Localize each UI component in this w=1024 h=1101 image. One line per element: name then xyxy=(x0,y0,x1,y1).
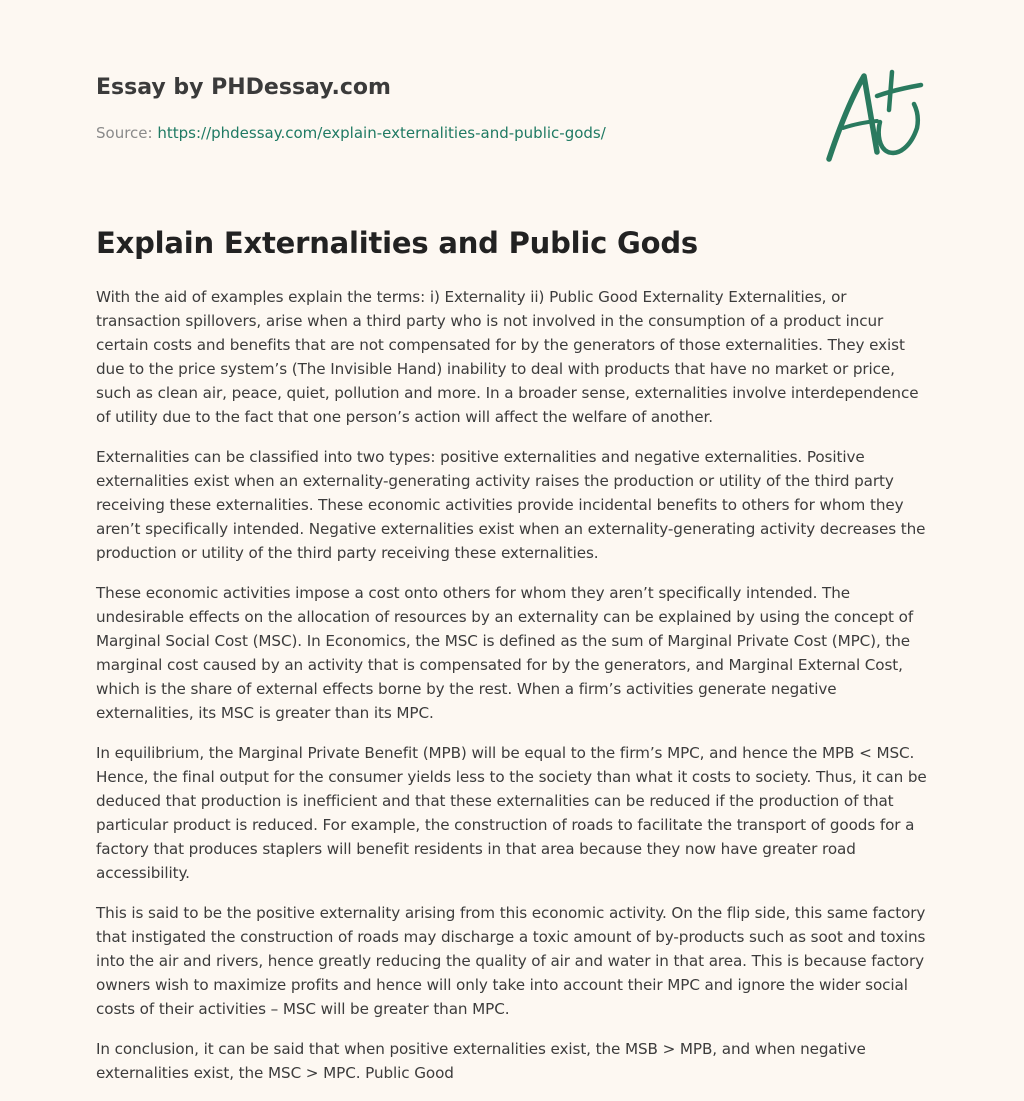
source-line xyxy=(96,124,606,142)
site-title: Essay by PHDessay.com xyxy=(96,75,391,100)
essay-body xyxy=(96,285,928,1101)
essay-paragraph: These economic activities impose a cost onto others for whom they aren’t specifically intended. The undesirable effects on the allocation of resources by an externality can be explained by using the concept of Marginal Social Cost (MSC). In Economics, the MSC is defined as the sum of Marginal Private Cost (MPC), the marginal cost caused by an activity that is compensated for by the generators, and Marginal External Cost, which is the share of external effects borne by the rest. When a firm’s activities generate negative externalities, its MSC is greater than its MPC. xyxy=(96,584,914,722)
essay-title: Explain Externalities and Public Gods xyxy=(96,226,698,260)
a-plus-logo xyxy=(822,68,928,166)
essay-paragraph: Externalities can be classified into two types: positive externalities and negative externalities. Positive externalities exist when an externality-generating activity raises the production or utility of the third party receiving these externalities. These economic activities provide incidental benefits to others for whom they aren’t specifically intended. Negative externalities exist when an externality-generating activity decreases the production or utility of the third party receiving these externalities. xyxy=(96,448,926,562)
source-label: Source: xyxy=(96,124,153,142)
essay-paragraph: In conclusion, it can be said that when positive externalities exist, the MSB > MPB, and when negative externalities exist, the MSC > MPC. Public Good xyxy=(96,1040,866,1082)
essay-paragraph: With the aid of examples explain the terms: i) Externality ii) Public Good Externality Externalities, or transaction spillovers, arise when a third party who is not involved in the consumption of a product incur certain costs and benefits that are not compensated for by the generators of those externalities. They exist due to the price system’s (The Invisible Hand) inability to deal with products that have no market or price, such as clean air, peace, quiet, pollution and more. In a broader sense, externalities involve interdependence of utility due to the fact that one person’s action will affect the welfare of another. xyxy=(96,288,919,426)
essay-paragraph: In equilibrium, the Marginal Private Benefit (MPB) will be equal to the firm’s MPC, and hence the MPB < MSC. Hence, the final output for the consumer yields less to the society than what it costs to society. Thus, it can be deduced that production is inefficient and that these externalities can be reduced if the production of that particular product is reduced. For example, the construction of roads to facilitate the transport of goods for a factory that produces staplers will benefit residents in that area because they now have greater road accessibility. xyxy=(96,744,927,882)
source-link[interactable]: https://phdessay.com/explain-externalities-and-public-gods/ xyxy=(157,124,606,142)
essay-paragraph: This is said to be the positive externality arising from this economic activity. On the flip side, this same factory that instigated the construction of roads may discharge a toxic amount of by-products such as soot and toxins into the air and rivers, hence greatly reducing the quality of air and water in that area. This is because factory owners wish to maximize profits and hence will only take into account their MPC and ignore the wider social costs of their activities – MSC will be greater than MPC. xyxy=(96,904,926,1018)
